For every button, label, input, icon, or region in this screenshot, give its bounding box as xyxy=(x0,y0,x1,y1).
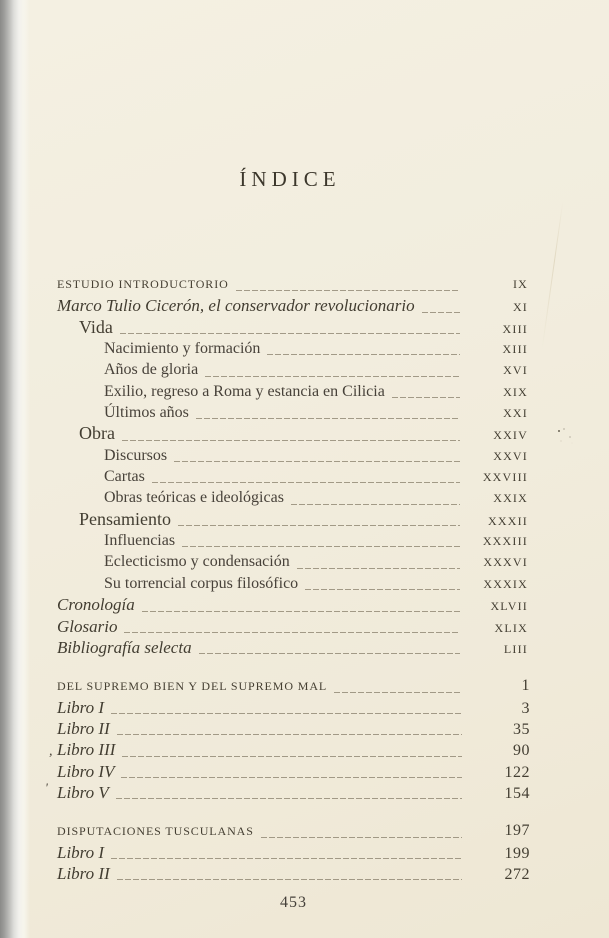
toc-entry-label: Obra xyxy=(79,423,115,444)
toc-entry xyxy=(57,359,530,380)
leader-line xyxy=(116,798,462,799)
toc-entry-page: XIII xyxy=(502,321,528,336)
toc-entry-page: 154 xyxy=(504,784,530,802)
toc-entry-page: XLIX xyxy=(494,620,528,635)
toc-entry-label: Libro I xyxy=(57,842,105,862)
toc-entry-page: XXI xyxy=(503,406,528,421)
leader-line xyxy=(205,376,460,377)
toc-entry-page: 1 xyxy=(521,677,530,695)
leader-line xyxy=(392,397,460,398)
page-title: ÍNDICE xyxy=(239,167,341,191)
toc-entry xyxy=(57,675,530,696)
toc-entry-page: IX xyxy=(512,277,528,291)
toc-entry-page: XXVI xyxy=(493,448,528,463)
toc-entry xyxy=(57,616,530,637)
toc-entry-page: XVI xyxy=(503,363,528,378)
toc-entry xyxy=(57,317,530,338)
toc-entry-label: Nacimiento y formación xyxy=(104,340,261,358)
toc-entry-page: 199 xyxy=(504,844,530,862)
toc-entry-label: Marco Tulio Cicerón, el conservador revolucionario xyxy=(57,296,415,316)
toc-entry-label: Cronología xyxy=(57,595,135,615)
toc-entry xyxy=(57,761,530,782)
toc-entry-page: XI xyxy=(512,300,528,315)
toc-entry xyxy=(57,274,530,295)
leader-line xyxy=(305,589,460,590)
toc-entry-page: XIII xyxy=(502,342,528,357)
toc-entry-page: XXIV xyxy=(493,428,528,443)
toc-entry-label: Libro II xyxy=(57,863,110,883)
toc-entry-label: Obras teóricas e ideológicas xyxy=(104,489,284,507)
leader-line xyxy=(334,692,462,693)
toc-entry-label: DISPUTACIONES TUSCULANAS xyxy=(57,824,254,839)
toc-entry-label: Libro II xyxy=(57,718,110,738)
toc-entry xyxy=(57,718,530,739)
leader-line xyxy=(297,568,460,569)
toc-entry-label: DEL SUPREMO BIEN Y DEL SUPREMO MAL xyxy=(57,679,328,694)
toc-section xyxy=(57,675,530,803)
leader-line xyxy=(199,653,460,654)
leader-line xyxy=(111,713,462,714)
toc-entry-label: ESTUDIO INTRODUCTORIO xyxy=(57,277,229,291)
toc-entry xyxy=(57,423,530,444)
toc-entry xyxy=(57,551,530,572)
toc-entry xyxy=(57,509,530,530)
leader-line xyxy=(261,837,462,838)
toc-entry-page: XXIX xyxy=(493,491,528,506)
toc-entry-page: XXVIII xyxy=(482,470,528,485)
leader-line xyxy=(124,632,460,633)
ink-speck-artifact xyxy=(558,430,560,432)
toc-entry xyxy=(57,782,530,803)
toc-entry xyxy=(57,637,530,658)
toc-entry-label: Libro I xyxy=(57,697,105,717)
toc-entry-label: Libro V xyxy=(57,782,109,802)
toc-entry-label: Su torrencial corpus filosófico xyxy=(104,574,299,592)
toc-entry-label: Cartas xyxy=(104,468,145,486)
toc-entry-label: Exilio, regreso a Roma y estancia en Cilicia xyxy=(104,382,385,400)
toc-entry-page: 90 xyxy=(513,742,530,760)
leader-line xyxy=(152,482,460,483)
toc-entry xyxy=(57,445,530,466)
toc-entry-label: Libro IV xyxy=(57,761,115,781)
leader-line xyxy=(178,525,460,526)
leader-line xyxy=(122,440,460,441)
paper-scratch xyxy=(542,201,564,350)
leader-line xyxy=(267,354,460,355)
toc-entry-label: Años de gloria xyxy=(104,361,199,379)
toc-entry-label: Bibliografía selecta xyxy=(57,637,192,657)
toc-entry xyxy=(57,487,530,508)
leader-line xyxy=(117,734,462,735)
scan-edge-shadow xyxy=(0,0,30,938)
toc-entry-page: LIII xyxy=(503,641,528,656)
toc-entry-label: Influencias xyxy=(104,532,176,550)
toc-entry-page: XXXIII xyxy=(482,534,528,549)
toc-entry-label: Discursos xyxy=(104,446,168,464)
toc-entry-label: Eclecticismo y condensación xyxy=(104,553,290,571)
toc-entry xyxy=(57,842,530,863)
page-number: 453 xyxy=(280,894,307,911)
toc-entry xyxy=(57,594,530,615)
toc-entry-label: Pensamiento xyxy=(79,508,171,529)
leader-line xyxy=(174,461,460,462)
ink-artifact: ' xyxy=(45,780,48,795)
toc-entry xyxy=(57,739,530,760)
leader-line xyxy=(236,290,460,291)
toc-entry xyxy=(57,381,530,402)
toc-section xyxy=(57,274,530,658)
toc-entry xyxy=(57,697,530,718)
toc-entry xyxy=(57,530,530,551)
toc-entry-page: 35 xyxy=(513,720,530,738)
leader-line xyxy=(121,777,462,778)
toc-entry-label: Glosario xyxy=(57,616,118,636)
leader-line xyxy=(196,418,460,419)
toc-entry-page: XXXIX xyxy=(483,576,528,591)
toc-entry-label: Últimos años xyxy=(104,404,189,422)
toc-entry xyxy=(57,573,530,594)
toc-entry-page: XXXII xyxy=(488,513,528,528)
toc-section xyxy=(57,820,530,884)
leader-line xyxy=(120,333,460,334)
toc-entry-page: XLVII xyxy=(490,599,528,614)
toc-entry-label: Vida xyxy=(79,316,113,337)
leader-line xyxy=(422,312,460,313)
leader-line xyxy=(122,756,462,757)
leader-line xyxy=(117,879,462,880)
toc-entry-page: 3 xyxy=(521,699,530,717)
toc-entry xyxy=(57,466,530,487)
leader-line xyxy=(111,858,462,859)
toc-entry xyxy=(57,863,530,884)
leader-line xyxy=(142,611,460,612)
leader-line xyxy=(182,546,460,547)
toc-entry xyxy=(57,820,530,841)
toc-entry-page: 122 xyxy=(504,763,530,781)
toc-entry xyxy=(57,295,530,316)
toc-entry-page: 197 xyxy=(504,822,530,840)
toc-entry-page: XXXVI xyxy=(483,555,528,570)
toc-entry-page: XIX xyxy=(503,384,528,399)
toc-entry xyxy=(57,338,530,359)
toc-entry-page: 272 xyxy=(504,865,530,883)
leader-line xyxy=(291,504,460,505)
table-of-contents xyxy=(57,274,530,884)
ink-artifact: , xyxy=(49,744,53,759)
toc-entry xyxy=(57,402,530,423)
toc-entry-label: Libro III xyxy=(57,740,116,760)
